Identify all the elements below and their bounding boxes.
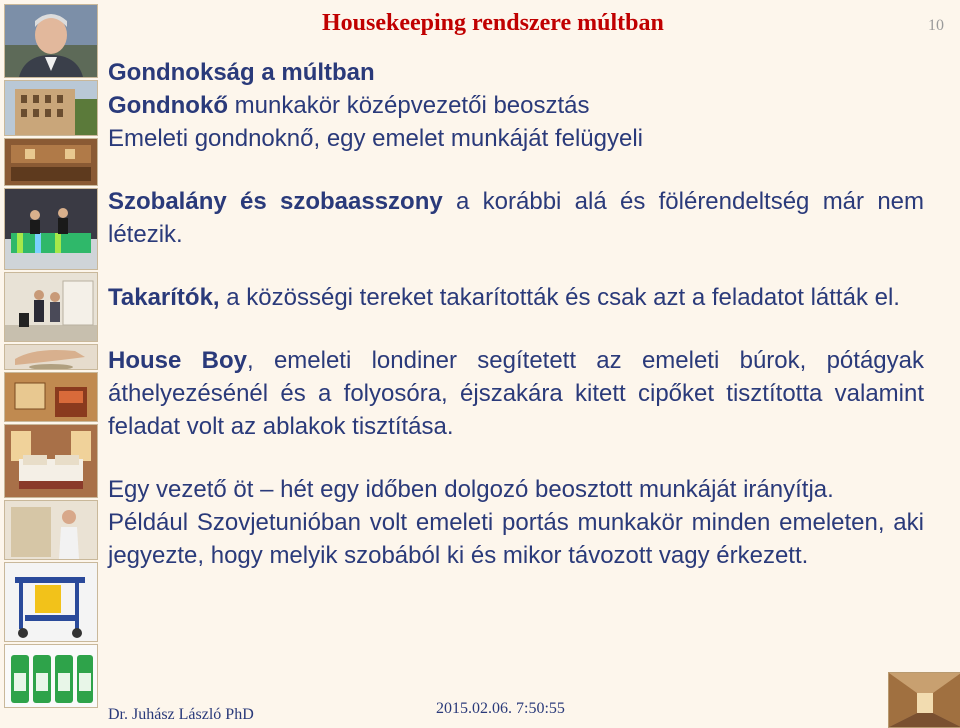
corridor-photo	[888, 672, 960, 728]
housekeeper-photo	[4, 500, 98, 560]
sidebar-image-strip	[0, 0, 98, 726]
cleaning-cart-photo	[4, 562, 98, 642]
slide-number: 10	[928, 17, 944, 34]
content-line-2: Emeleti gondnoknő, egy emelet munkáját felügyeli	[108, 125, 643, 152]
content-heading: Gondnokság a múltban	[108, 59, 375, 86]
hand-bell-photo	[4, 344, 98, 370]
lobby-guests-photo	[4, 272, 98, 342]
cleaning-bottles-photo	[4, 644, 98, 708]
hotel-building-photo	[4, 80, 98, 136]
footer-timestamp: 2015.02.06. 7:50:55	[436, 700, 565, 717]
portrait-photo	[4, 4, 98, 78]
reception-desk-photo	[4, 188, 98, 270]
paragraph-house-boy: House Boy, emeleti londiner segítetett az emeleti búrok, pótágyak áthelyezésénél és a folyosóra, éjszakára kitett cipőket tisztította valamint feladat volt az ablakok tisztítása.	[108, 347, 924, 440]
content-line-1: Gondnokő munkakör középvezetői beosztás	[108, 92, 590, 119]
footer-author: Dr. Juhász László PhD	[108, 706, 254, 723]
slide-title: Housekeeping rendszere múltban	[322, 10, 664, 36]
hotel-room-photo	[4, 372, 98, 422]
hotel-bedroom-photo	[4, 424, 98, 498]
hotel-lobby-photo	[4, 138, 98, 186]
paragraph-szobalany: Szobalány és szobaasszony a korábbi alá és fölérendeltség már nem létezik.	[108, 188, 924, 248]
paragraph-takaritok: Takarítók, a közösségi tereket takarították és csak azt a feladatot látták el.	[108, 284, 900, 311]
paragraph-vezeto: Egy vezető öt – hét egy időben dolgozó beosztott munkáját irányítja.	[108, 476, 834, 503]
paragraph-szovjetunio: Például Szovjetunióban volt emeleti portás munkakör minden emeleten, aki jegyezte, hogy melyik szobából ki és mikor távozott vagy érkezett.	[108, 509, 924, 569]
slide-content	[108, 56, 924, 572]
